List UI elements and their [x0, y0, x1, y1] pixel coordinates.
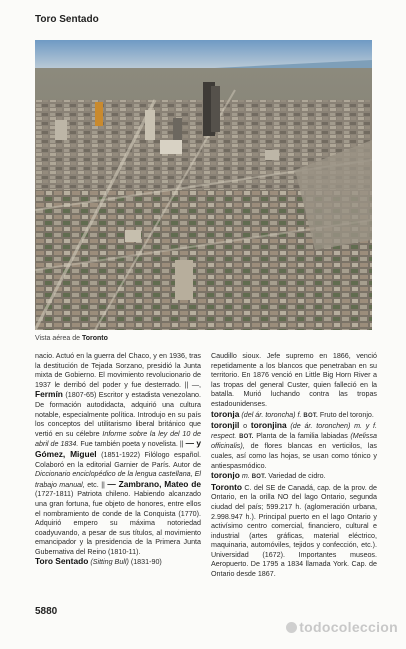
headword-toronjina: toronjina [250, 420, 287, 431]
entry-toronjil: toronjil o toronjina (de ár. toronchen) m. y f. respect. BOT. Planta de la familia labiadas (Melissa officinalis), de flores blancas en verticilos, las cuales, así como las hojas, se usan como tónico y antiespasmódico. [211, 420, 378, 470]
page-number: 5880 [35, 606, 58, 617]
headword-fermin: Fermín [35, 389, 63, 400]
headword-toro-sentado: Toro Sentado [35, 556, 89, 567]
headword-zambrano: — Zambrano, Mateo de [107, 478, 202, 489]
watermark-dot-icon [286, 622, 297, 633]
figure-caption [35, 335, 108, 342]
caption-place: Toronto [81, 335, 108, 342]
entry-toronjo: toronjo m. BOT. Variedad de cidro. [211, 470, 326, 481]
caption-prefix: Vista aérea de [35, 335, 81, 342]
headword-toronja: toronja [211, 408, 240, 419]
left-text-column [35, 352, 201, 568]
entry-toro-sentado: Toro Sentado (Sitting Bull) (1831-90) [35, 556, 162, 567]
aerial-photo-toronto [35, 40, 372, 330]
headword-toronjil: toronjil [211, 420, 240, 431]
headword-toronjo: toronjo [211, 470, 240, 481]
running-head-title: Toro Sentado [35, 14, 99, 25]
entry-toronto: Toronto C. del SE de Canadá, cap. de la prov. de Ontario, en la orilla NO del lago Ontario, segunda ciudad del país; 599.217 h. (aglomeración urbana, 2.998.947 h.). Principal puerto en el lago Ontario y activísimo centro comercial, financiero, cultural e industrial (artes gráficas, material eléctrico, maquinaria, automóviles, tejidos y confección, etc.). Universidad (1672). Importantes museos. Aeropuerto. De 1795 a 1834 llamada York. Cap. de Ontario desde 1867. [211, 481, 377, 579]
right-text-column [211, 352, 377, 580]
headword-gomez-miguel: — y Gómez, Miguel [35, 438, 201, 459]
headword-toronto: Toronto [211, 481, 243, 492]
entry-toro-continuation: nacio. Actuó en la guerra del Chaco, y en 1936, tras la destitución de Tejada Sorzano, presidió la Junta mixta de Gobierno. El movimiento revolucionario de 1937 le derribó del poder y fue desterrado. || —, Fermín (1807-65) Escritor y estadista venezolano. De formación autodidacta, adquirió una cultura notable, especialmente política. Introdujo en su país los conceptos del utilitarismo liberal británico que vertió en su célebre Informe sobre la ley del 10 de abril de 1834. Fue también poeta y novelista. || — y Gómez, Miguel (1851-1922) Filólogo español. Colaboró en la editorial Garnier de París. Autor de Diccionario enciclopédico de la lengua castellana, El trabajo manual, etc. || — Zambrano, Mateo de (1727-1811) Patriota chileno. Habiendo alcanzado una gran fortuna, fue objeto de honores, entre ellos el nombramiento de conde de la Conquista (1770). Adquirió empero su máxima notoriedad coadyuvando, a pesar de sus títulos, al movimiento emancipador y la presidencia de la Primera Junta Gubernativa del Reino (1810-11). [35, 352, 202, 556]
entry-toro-sentado-continuation: Caudillo sioux. Jefe supremo en 1866, venció repetidamente a los blancos que penetraban en su territorio. En 1876 venció en Little Big Horn River a las tropas del general Custer, quien falleció en la batalla. Murió luchando contra las tropas estadounidenses. [211, 352, 377, 408]
entry-toronja: toronja (del ár. toroncha) f. BOT. Fruto del toronjo. [211, 408, 374, 419]
watermark-logo [286, 619, 398, 635]
watermark-text: todocoleccion [299, 619, 398, 635]
